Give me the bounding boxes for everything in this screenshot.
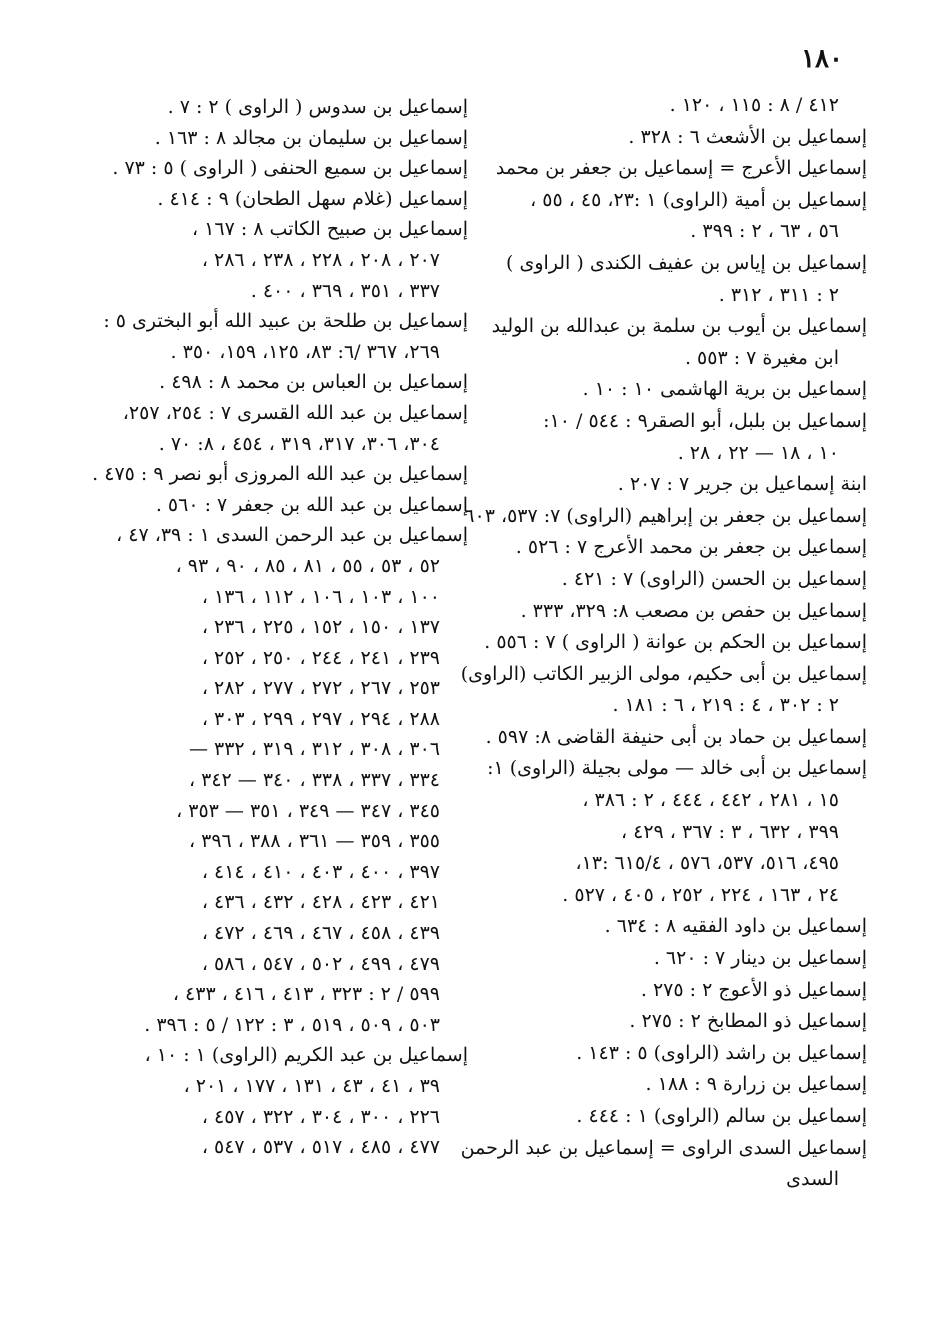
index-entry: إسماعيل بن زرارة ٩ : ١٨٨ .: [645, 1073, 867, 1096]
index-entry: إسماعيل بن برية الهاشمى ١٠ : ١٠ .: [582, 378, 867, 401]
index-continuation-line: ٤٧٩ ، ٤٩٩ ، ٥٠٢ ، ٥٤٧ ، ٥٨٦ ،: [201, 952, 440, 975]
index-entry: إسماعيل بن الحسن (الراوى) ٧ : ٤٢١ .: [561, 567, 867, 590]
index-continuation-line: ١٣٧ ، ١٥٠ ، ١٥٢ ، ٢٢٥ ، ٢٣٦ ،: [201, 616, 440, 639]
index-continuation-line: ٣٤٥ ، ٣٤٧ — ٣٤٩ ، ٣٥١ — ٣٥٣ ،: [176, 799, 440, 822]
index-entry: إسماعيل بن أيوب بن سلمة بن عبدالله بن الوليد: [491, 315, 867, 338]
index-continuation-line: ٤٩٥، ٥١٦، ٥٣٧، ٥٧٦ ، ٦١٥/٤ :١٣،: [575, 852, 839, 875]
index-entry: إسماعيل بن بلبل، أبو الصقر٩ : ٥٤٤ / ١٠:: [543, 409, 867, 432]
index-continuation-line: ١٥ ، ٢٨١ ، ٤٤٢ ، ٤٤٤ ، ٢ : ٣٨٦ ،: [582, 789, 839, 812]
index-entry: إسماعيل بن عبد الرحمن السدى ١ : ٣٩، ٤٧ ،: [116, 524, 468, 547]
index-continuation-line: ٤١٢ / ٨ : ١١٥ ، ١٢٠ .: [669, 94, 839, 116]
index-entry: إسماعيل بن طلحة بن عبيد الله أبو البخترى ٥ :: [103, 310, 468, 333]
index-entry: إسماعيل بن حفص بن مصعب ٨: ٣٢٩، ٣٣٣ .: [520, 599, 867, 622]
index-entry: إسماعيل بن أبى خالد — مولى بجيلة (الراوى) ١:: [487, 757, 867, 780]
index-continuation-line: ٢٥٣ ، ٢٦٧ ، ٢٧٢ ، ٢٧٧ ، ٢٨٢ ،: [201, 677, 440, 700]
index-entry: إسماعيل بن دينار ٧ : ٦٢٠ .: [653, 947, 867, 970]
index-continuation-line: ٥٩٩ / ٢ : ٣٢٣ ، ٤١٣ ، ٤١٦ ، ٤٣٣ ،: [172, 983, 440, 1006]
index-entry: إسماعيل بن عبد الكريم (الراوى) ١ : ١٠ ،: [144, 1044, 468, 1067]
index-continuation-line: ٢٤ ، ١٦٣ ، ٢٢٤ ، ٢٥٢ ، ٤٠٥ ، ٥٢٧ .: [562, 883, 839, 906]
index-entry: إسماعيل بن سالم (الراوى) ١ : ٤٤٤ .: [576, 1105, 867, 1127]
index-entry: إسماعيل الأعرج = إسماعيل بن جعفر بن محمد: [495, 157, 867, 180]
index-entry: إسماعيل بن جعفر بن محمد الأعرج ٧ : ٥٢٦ .: [515, 536, 867, 559]
index-continuation-line: ٢٨٨ ، ٢٩٤ ، ٢٩٧ ، ٢٩٩ ، ٣٠٣ ،: [201, 707, 440, 730]
index-entry: إسماعيل بن أبى حكيم، مولى الزبير الكاتب (الراوى): [460, 662, 867, 685]
index-entry: إسماعيل بن سليمان بن مجالد ٨ : ١٦٣ .: [154, 126, 468, 149]
index-continuation-line: ٣٩٩ ، ٦٣٢ ، ٣ : ٣٦٧ ، ٤٢٩ ،: [620, 820, 839, 843]
index-continuation-line: ٤٧٧ ، ٤٨٥ ، ٥١٧ ، ٥٣٧ ، ٥٤٧ ،: [201, 1136, 440, 1159]
index-entry: إسماعيل بن الأشعث ٦ : ٣٢٨ .: [628, 125, 867, 148]
index-continuation-line: ١٠٠ ، ١٠٣ ، ١٠٦ ، ١١٢ ، ١٣٦ ،: [201, 585, 440, 608]
index-entry: ابنة إسماعيل بن جرير ٧ : ٢٠٧ .: [617, 473, 867, 496]
index-entry: إسماعيل بن سميع الحنفى ( الراوى ) ٥ : ٧٣ .: [112, 157, 468, 180]
index-continuation-line: ١٠ ، ١٨ — ٢٢ ، ٢٨ .: [677, 441, 839, 464]
index-continuation-line: ٣٥٥ ، ٣٥٩ — ٣٦١ ، ٣٨٨ ، ٣٩٦ ،: [188, 830, 440, 853]
index-entry: إسماعيل (غلام سهل الطحان) ٩ : ٤١٤ .: [157, 187, 468, 210]
index-entry: إسماعيل بن عبد الله القسرى ٧ : ٢٥٤، ٢٥٧،: [122, 401, 468, 424]
index-continuation-line: ٢٠٧ ، ٢٠٨ ، ٢٢٨ ، ٢٣٨ ، ٢٨٦ ،: [201, 248, 440, 271]
page-number: ١٨٠: [801, 44, 843, 74]
index-entry: إسماعيل بن حماد بن أبى حنيفة القاضى ٨: ٥٩٧ .: [485, 725, 867, 748]
index-continuation-line: ابن مغيرة ٧ : ٥٥٣ .: [684, 346, 839, 369]
index-entry: إسماعيل السدى الراوى = إسماعيل بن عبد الرحمن: [460, 1136, 867, 1159]
index-continuation-line: ٤٢١ ، ٤٢٣ ، ٤٢٨ ، ٤٣٢ ، ٤٣٦ ،: [201, 891, 440, 914]
index-continuation-line: ٥٠٣ ، ٥٠٩ ، ٥١٩ ، ٣ : ١٢٢ / ٥ : ٣٩٦ .: [144, 1013, 440, 1036]
index-entry: إسماعيل ذو المطابخ ٢ : ٢٧٥ .: [629, 1010, 867, 1033]
index-continuation-line: ٣٩٧ ، ٤٠٠ ، ٤٠٣ ، ٤١٠ ، ٤١٤ ،: [201, 860, 440, 883]
index-continuation-line: ٢ : ٣١١ ، ٣١٢ .: [718, 283, 839, 306]
index-column-left: [88, 92, 468, 1163]
index-entry: إسماعيل بن إياس بن عفيف الكندى ( الراوى ): [506, 251, 867, 274]
index-entry: إسماعيل ذو الأعوج ٢ : ٢٧٥ .: [640, 978, 867, 1001]
index-continuation-line: ٣٠٤، ٣٠٦، ٣١٧، ٣١٩ ، ٤٥٤ ، ٨: ٧٠ .: [158, 432, 440, 455]
index-entry: إسماعيل بن أمية (الراوى) ١ :٢٣، ٤٥ ، ٥٥ ،: [530, 188, 867, 211]
index-entry: إسماعيل بن عبد الله المروزى أبو نصر ٩ : ٤٧٥ .: [92, 463, 468, 486]
index-entry: إسماعيل بن جعفر بن إبراهيم (الراوى) ٧: ٥٣٧، ٦٠٣: [464, 504, 867, 527]
index-entry: إسماعيل بن العباس بن محمد ٨ : ٤٩٨ .: [159, 371, 468, 394]
index-column-right: [460, 90, 867, 1196]
index-continuation-line: ٤٣٩ ، ٤٥٨ ، ٤٦٧ ، ٤٦٩ ، ٤٧٢ ،: [201, 922, 440, 945]
index-continuation-line: ٣٣٤ ، ٣٣٧ ، ٣٣٨ ، ٣٤٠ — ٣٤٢ ،: [188, 769, 440, 792]
index-continuation-line: ٥٦ ، ٦٣ ، ٢ : ٣٩٩ .: [690, 220, 839, 243]
index-continuation-line: ٢٢٦ ، ٣٠٠ ، ٣٠٤ ، ٣٢٢ ، ٤٥٧ ،: [201, 1105, 440, 1128]
index-continuation-line: السدى: [786, 1168, 839, 1191]
index-continuation-line: ٢ : ٣٠٢ ، ٤ : ٢١٩ ، ٦ : ١٨١ .: [612, 694, 839, 717]
index-continuation-line: ٢٦٩، ٣٦٧ /٦: ٨٣، ١٢٥، ١٥٩، ٣٥٠ .: [170, 340, 440, 363]
index-entry: إسماعيل بن سدوس ( الراوى ) ٢ : ٧ .: [167, 96, 468, 118]
index-entry: إسماعيل بن الحكم بن عوانة ( الراوى ) ٧ : ٥٥٦ .: [484, 631, 867, 654]
index-entry: إسماعيل بن عبد الله بن جعفر ٧ : ٥٦٠ .: [155, 493, 468, 516]
index-continuation-line: ٣٠٦ ، ٣٠٨ ، ٣١٢ ، ٣١٩ ، ٣٣٢ —: [188, 738, 440, 761]
index-entry: إسماعيل بن راشد (الراوى) ٥ : ١٤٣ .: [576, 1041, 867, 1064]
index-entry: إسماعيل بن داود الفقيه ٨ : ٦٣٤ .: [604, 915, 867, 938]
index-entry: إسماعيل بن صبيح الكاتب ٨ : ١٦٧ ،: [191, 218, 468, 241]
index-continuation-line: ٥٢ ، ٥٣ ، ٥٥ ، ٨١ ، ٨٥ ، ٩٠ ، ٩٣ ،: [175, 554, 440, 577]
index-continuation-line: ٣٩ ، ٤١ ، ٤٣ ، ١٣١ ، ١٧٧ ، ٢٠١ ،: [183, 1075, 440, 1097]
index-continuation-line: ٣٣٧ ، ٣٥١ ، ٣٦٩ ، ٤٠٠ .: [250, 279, 440, 302]
index-continuation-line: ٢٣٩ ، ٢٤١ ، ٢٤٤ ، ٢٥٠ ، ٢٥٢ ،: [201, 646, 440, 669]
